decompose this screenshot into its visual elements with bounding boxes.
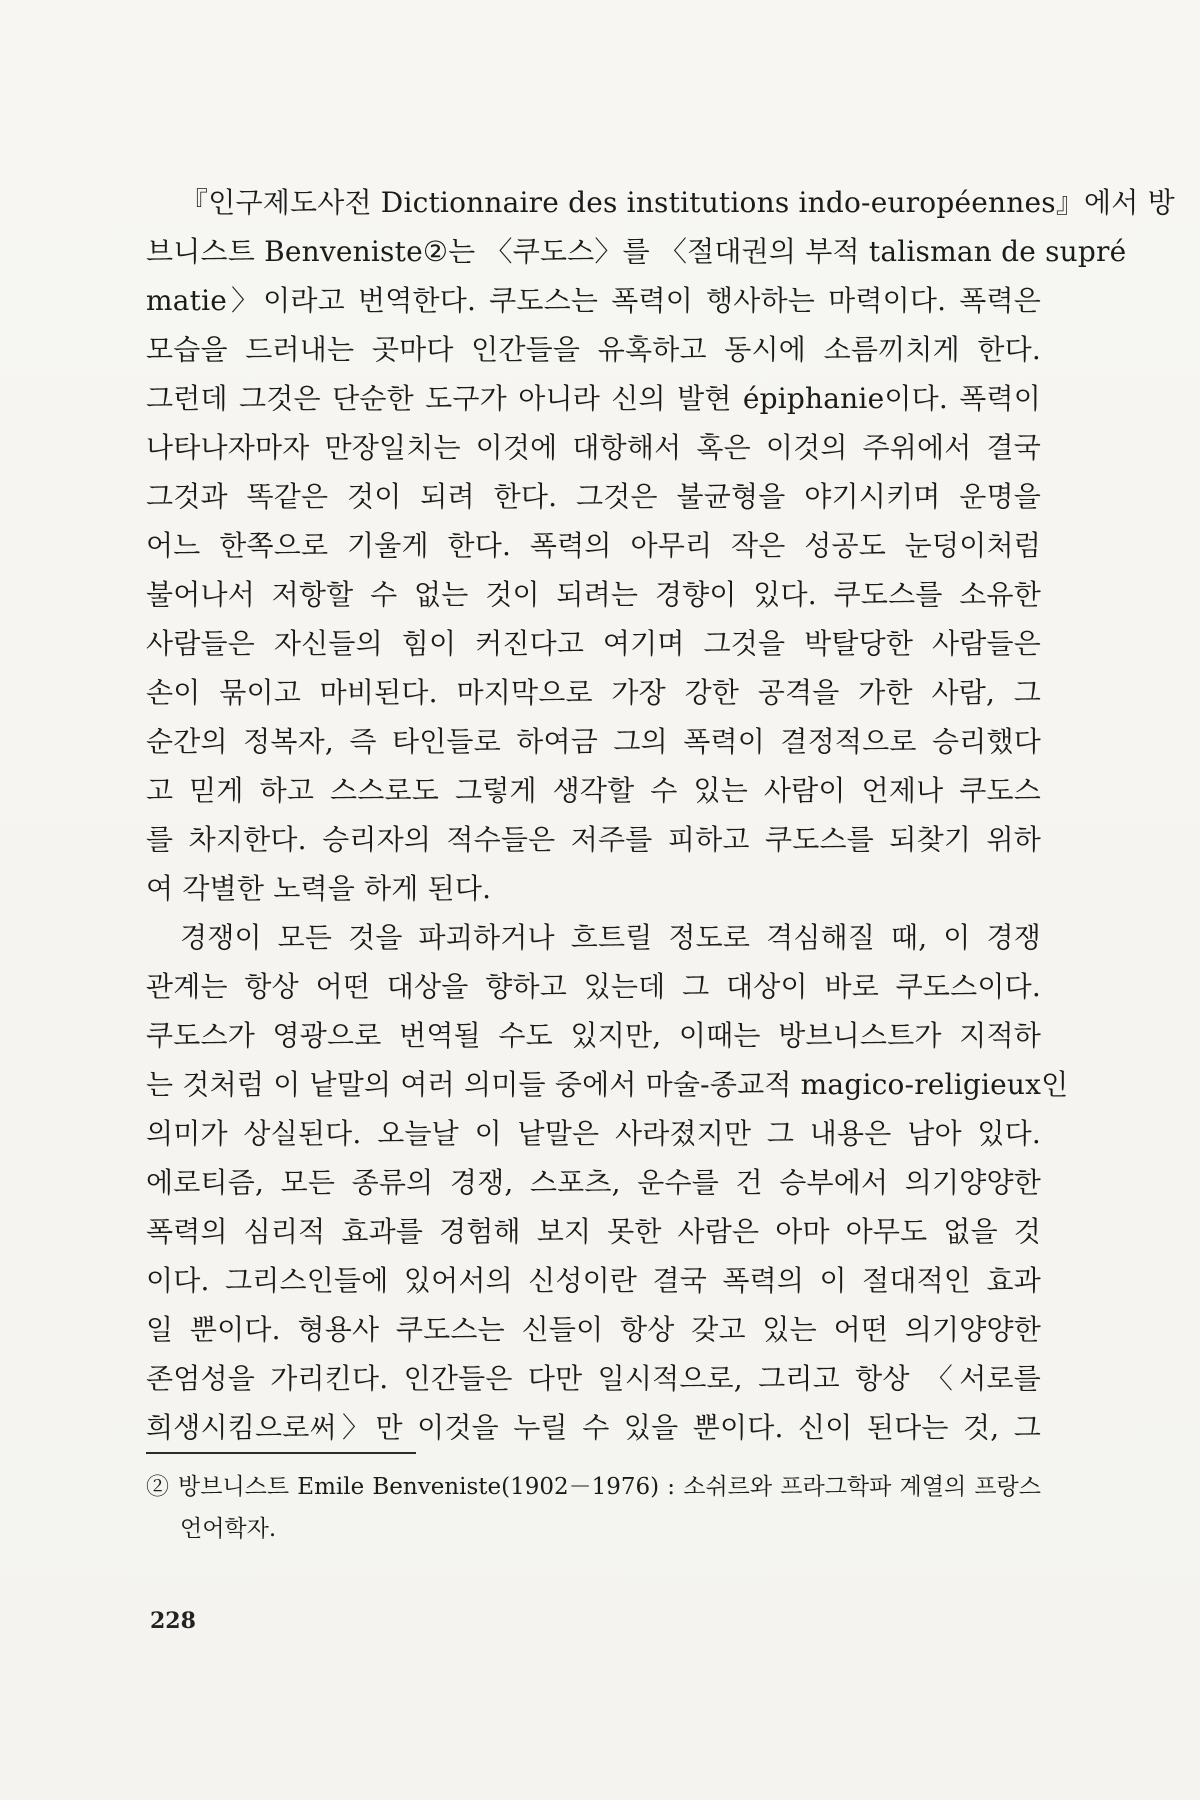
text-line: 일 뿐이다. 형용사 쿠도스는 신들이 항상 갖고 있는 어떤 의기양양한 [146, 1313, 1041, 1346]
paragraph-1 [146, 178, 1175, 913]
footnote-line: 언어학자. [180, 1516, 277, 1542]
text-line: 이다. 그리스인들에 있어서의 신성이란 결국 폭력의 이 절대적인 효과 [146, 1264, 1041, 1297]
text-line: 에로티즘, 모든 종류의 경쟁, 스포츠, 운수를 건 승부에서 의기양양한 [146, 1166, 1041, 1199]
text-line: 희생시킴으로써〉만 이것을 누릴 수 있을 뿐이다. 신이 된다는 것, 그 [146, 1411, 1041, 1444]
text-line: 순간의 정복자, 즉 타인들로 하여금 그의 폭력이 결정적으로 승리했다 [146, 725, 1041, 758]
page-number: 228 [150, 1608, 196, 1634]
text-line: 의미가 상실된다. 오늘날 이 낱말은 사라졌지만 그 내용은 남아 있다. [146, 1117, 1041, 1150]
text-line: 폭력의 심리적 효과를 경험해 보지 못한 사람은 아마 아무도 없을 것 [146, 1215, 1041, 1248]
text-line: 관계는 항상 어떤 대상을 향하고 있는데 그 대상이 바로 쿠도스이다. [146, 970, 1041, 1003]
footnote [146, 1466, 1041, 1550]
text-line: 어느 한쪽으로 기울게 한다. 폭력의 아무리 작은 성공도 눈덩이처럼 [146, 529, 1041, 562]
body-text [146, 178, 1175, 1452]
text-line: 를 차지한다. 승리자의 적수들은 저주를 피하고 쿠도스를 되찾기 위하 [146, 823, 1041, 856]
text-line: 그것과 똑같은 것이 되려 한다. 그것은 불균형을 야기시키며 운명을 [146, 480, 1041, 513]
text-line: 여 각별한 노력을 하게 된다. [146, 872, 492, 905]
text-line: 고 믿게 하고 스스로도 그렇게 생각할 수 있는 사람이 언제나 쿠도스 [146, 774, 1041, 807]
text-line: 손이 묶이고 마비된다. 마지막으로 가장 강한 공격을 가한 사람, 그 [146, 676, 1041, 709]
text-line: 는 것처럼 이 낱말의 여러 의미들 중에서 마술-종교적 magico-religieux인 [146, 1068, 1069, 1101]
text-line: 쿠도스가 영광으로 번역될 수도 있지만, 이때는 방브니스트가 지적하 [146, 1019, 1041, 1052]
text-line: 모습을 드러내는 곳마다 인간들을 유혹하고 동시에 소름끼치게 한다. [146, 333, 1041, 366]
text-line: 브니스트 Benveniste②는 〈쿠도스〉를 〈절대권의 부적 talisman de supré [146, 235, 1127, 268]
footnote-divider [146, 1452, 416, 1454]
text-line: 불어나서 저항할 수 없는 것이 되려는 경향이 있다. 쿠도스를 소유한 [146, 578, 1041, 611]
footnote-line: ② 방브니스트 Emile Benveniste(1902－1976) : 소쉬르와 프라그학파 계열의 프랑스 [146, 1474, 1041, 1500]
text-line: 존엄성을 가리킨다. 인간들은 다만 일시적으로, 그리고 항상 〈서로를 [146, 1362, 1041, 1395]
text-line: matie〉이라고 번역한다. 쿠도스는 폭력이 행사하는 마력이다. 폭력은 [146, 284, 1041, 317]
text-line: 경쟁이 모든 것을 파괴하거나 흐트릴 정도로 격심해질 때, 이 경쟁 [180, 921, 1041, 954]
text-line: 나타나자마자 만장일치는 이것에 대항해서 혹은 이것의 주위에서 결국 [146, 431, 1041, 464]
text-line: 사람들은 자신들의 힘이 커진다고 여기며 그것을 박탈당한 사람들은 [146, 627, 1041, 660]
paragraph-2 [146, 913, 1069, 1452]
text-line: 그런데 그것은 단순한 도구가 아니라 신의 발현 épiphanie이다. 폭력이 [146, 382, 1041, 415]
text-line: 『인구제도사전 Dictionnaire des institutions indo-européennes』에서 방 [180, 186, 1175, 219]
